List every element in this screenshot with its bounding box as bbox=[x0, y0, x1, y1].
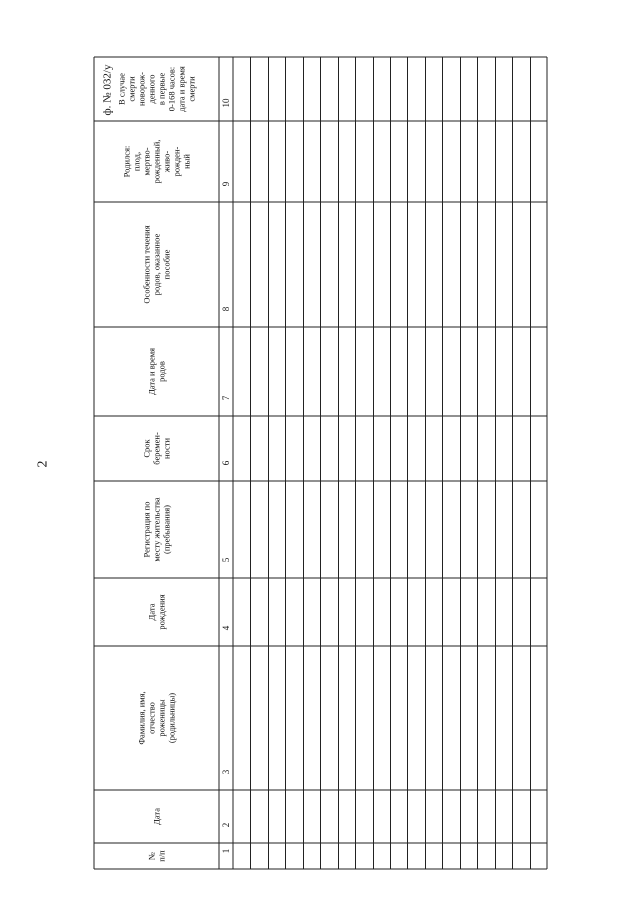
column-header-line: месту жительства bbox=[151, 497, 162, 562]
column-header-line: родов, оказанное bbox=[151, 233, 162, 296]
column-header-line: В случае bbox=[116, 73, 127, 105]
column-number-7: 7 bbox=[221, 395, 231, 401]
column-header-line: новорож- bbox=[136, 72, 147, 106]
column-header-line: ности bbox=[161, 437, 172, 460]
column-header-line: мертво- bbox=[141, 147, 152, 176]
column-header-line: п/п bbox=[156, 850, 167, 862]
entry-rows bbox=[251, 57, 531, 869]
column-header-2 bbox=[152, 808, 162, 825]
column-number-8: 8 bbox=[221, 306, 231, 312]
column-header-line: смерти bbox=[126, 76, 137, 102]
column-number-4: 4 bbox=[221, 625, 231, 631]
column-header-line: роженицы bbox=[156, 699, 167, 737]
column-header-line: плод, bbox=[131, 151, 142, 172]
column-header-line: Дата и время bbox=[146, 347, 157, 396]
column-number-5: 5 bbox=[221, 557, 231, 563]
column-number-10: 10 bbox=[221, 98, 231, 108]
column-header-9 bbox=[122, 140, 192, 184]
column-header-line: № bbox=[146, 851, 157, 861]
column-header-line: пособие bbox=[161, 249, 172, 280]
column-header-3 bbox=[137, 691, 177, 744]
column-header-line: денного bbox=[146, 74, 157, 104]
column-header-line: дата и время bbox=[176, 66, 187, 112]
column-header-line: беремен- bbox=[151, 432, 162, 465]
number-cells bbox=[221, 98, 231, 853]
column-header-line: Родился: bbox=[121, 145, 132, 178]
column-header-line: Дата bbox=[151, 808, 162, 825]
column-header-line: родов bbox=[156, 361, 167, 382]
column-header-line: (пребывания) bbox=[161, 505, 172, 554]
column-header-line: Фамилия, имя, bbox=[136, 691, 147, 745]
column-header-4 bbox=[147, 594, 167, 629]
column-header-5 bbox=[142, 497, 172, 562]
page-number: 2 bbox=[35, 460, 51, 468]
column-header-1 bbox=[147, 850, 167, 862]
column-header-line: рождения bbox=[156, 594, 167, 630]
column-header-line: ный bbox=[181, 154, 192, 169]
column-header-line: 0-168 часов: bbox=[166, 66, 177, 112]
column-header-6 bbox=[142, 432, 172, 465]
column-header-line: Дата bbox=[146, 603, 157, 621]
column-header-line: смерти bbox=[186, 76, 197, 102]
column-header-line: рожденный, bbox=[151, 139, 162, 184]
column-number-6: 6 bbox=[221, 460, 231, 466]
column-header-line: Срок bbox=[141, 439, 152, 458]
column-header-line: рожден- bbox=[171, 146, 182, 177]
column-number-9: 9 bbox=[221, 181, 231, 187]
column-header-line: живо- bbox=[161, 150, 172, 173]
form-code: ф. № 032/у bbox=[101, 64, 114, 116]
column-header-line: Регистрация по bbox=[141, 501, 152, 558]
column-header-line: в первые bbox=[156, 72, 167, 106]
column-header-10 bbox=[117, 66, 197, 112]
column-header-8 bbox=[142, 225, 172, 303]
column-number-1: 1 bbox=[221, 848, 231, 854]
column-number-2: 2 bbox=[221, 822, 231, 828]
column-header-7 bbox=[147, 348, 167, 395]
column-header-line: (родильницы) bbox=[166, 692, 177, 744]
column-number-3: 3 bbox=[221, 769, 231, 775]
column-header-line: отчество bbox=[146, 702, 157, 734]
column-header-line: Особенности течения bbox=[141, 225, 152, 304]
header-cells bbox=[117, 66, 197, 862]
